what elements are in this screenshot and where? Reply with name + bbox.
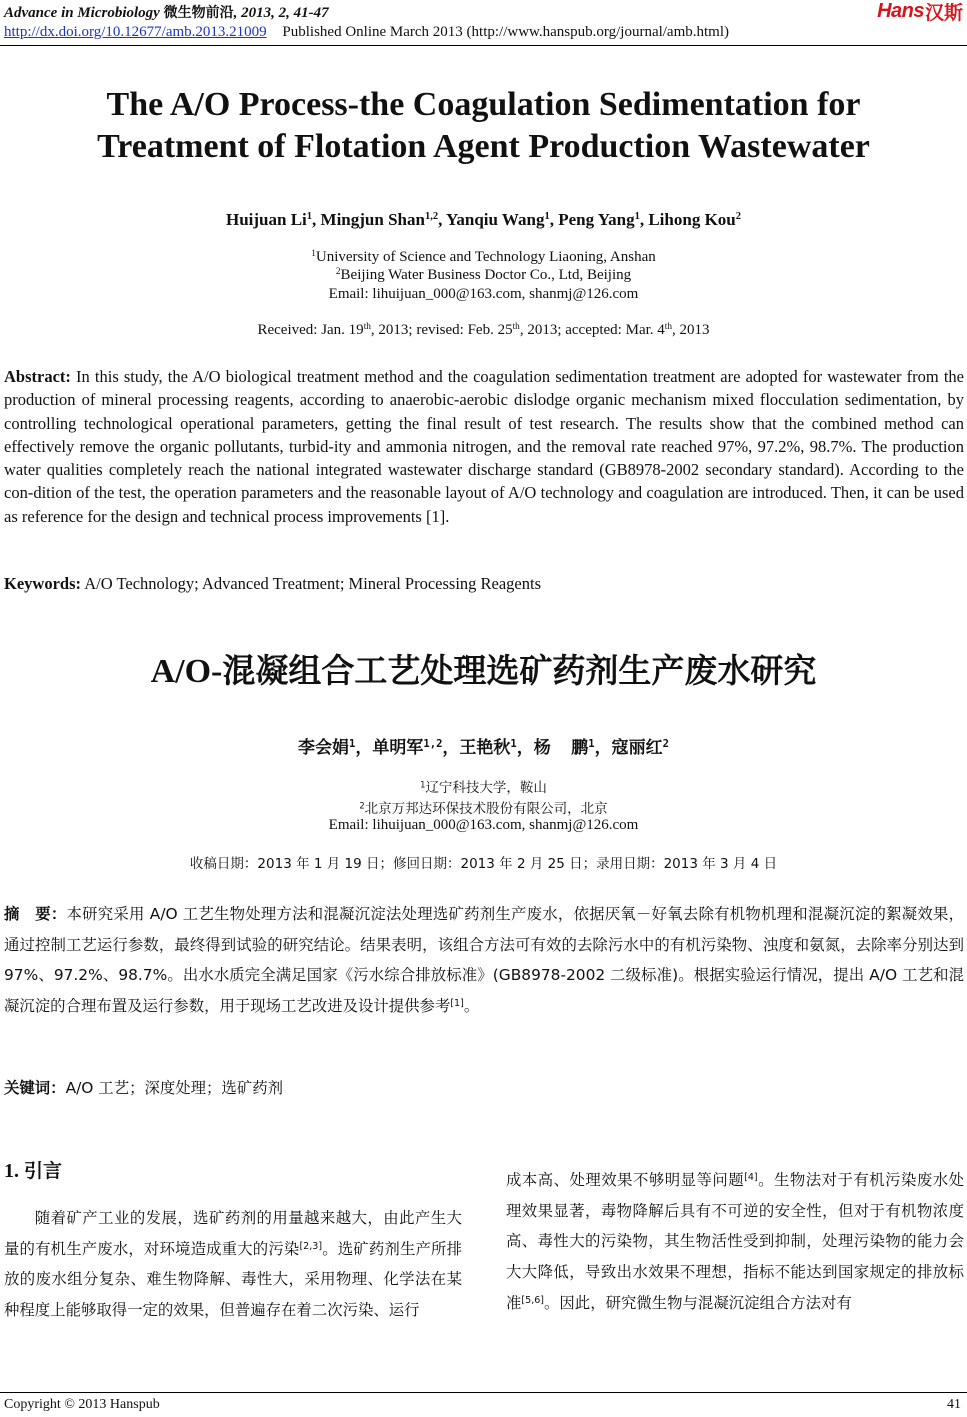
author-name: 单明军	[372, 738, 424, 758]
author-name: Peng Yang	[558, 210, 635, 229]
journal-name-en: Advance in Microbiology	[4, 5, 160, 21]
paper-title-cn: A/O-混凝组合工艺处理选矿药剂生产废水研究	[150, 651, 817, 690]
hans-logo	[877, 0, 963, 22]
keywords-text-cn: A/O 工艺；深度处理；选矿药剂	[65, 1079, 283, 1097]
author-name: 寇丽红	[611, 738, 663, 758]
author-name: 李会娟	[298, 738, 350, 758]
author-email-en: Email: lihuijuan_000@163.com, shanmj@126.com	[328, 286, 639, 302]
affiliation-2: $^2$Beijing Water Business Doctor Co., Ltd, Beijing	[335, 266, 632, 283]
doi-link[interactable]: http://dx.doi.org/10.12677/amb.2013.21009	[4, 24, 267, 40]
received-dates-cn: 收稿日期：2013 年 1 月 19 日；修回日期：2013 年 2 月 25 日；录用日期：2013 年 3 月 4 日	[189, 856, 778, 872]
author-email-cn: Email: lihuijuan_000@163.com, shanmj@126.com	[328, 817, 639, 833]
author-list-en: Huijuan Li$^1$, Mingjun Shan$^{1,2}$, Yanqiu Wang$^1$, Peng Yang$^1$, Lihong Kou$^2$	[225, 210, 742, 229]
abstract-text-cn: 本研究采用 A/O 工艺生物处理方法和混凝沉淀法处理选矿药剂生产废水，依据厌氧－好氧去除有机物机理和混凝沉淀的絮凝效果，通过控制工艺运行参数，最终得到试验的研究结论。结果表明，该组合方法可有效的去除污水中的有机污染物、浊度和氨氮，去除率分别达到 97%、97.2%、98.7%。出水水质完全满足国家《污水综合排放标准》(GB8978-2002 二级标准)。根据实验运行情况，提出 A/O 工艺和混凝沉淀的合理布置及运行参数，用于现场工艺改进及设计提供参考	[4, 905, 964, 1015]
keywords-label: Keywords:	[4, 574, 81, 593]
abstract-en	[4, 365, 964, 528]
abstract-cn: 摘 要：本研究采用 A/O 工艺生物处理方法和混凝沉淀法处理选矿药剂生产废水，依据厌氧－好氧去除有机物机理和混凝沉淀的絮凝效果，通过控制工艺运行参数，最终得到试验的研究结论。结果表明，该组合方法可有效的去除污水中的有机污染物、浊度和氨氮，去除率分别达到 97%、97.2%、98.7%。出水水质完全满足国家《污水综合排放标准》(GB8978-2002 二级标准)。根据实验运行情况，提出 A/O 工艺和混凝沉淀的合理布置及运行参数，用于现场工艺改进及设计提供参考[1]。	[4, 905, 964, 1015]
author-list-cn: 李会娟$^1$，单明军$^{1,2}$，王艳秋$^1$，杨 鹏$^1$，寇丽红$^2$	[298, 738, 669, 758]
affiliation-cn-2: $^2$北京万邦达环保技术股份有限公司，北京	[359, 800, 608, 817]
journal-issue: , 2013, 2, 41-47	[233, 5, 329, 21]
author-name: Lihong Kou	[648, 210, 736, 229]
keywords-cn	[4, 1076, 283, 1098]
author-aff: 1	[634, 211, 640, 223]
author-aff: 2	[735, 211, 742, 223]
header-rule	[0, 45, 967, 46]
keywords-en	[4, 572, 964, 595]
body-column-right: 成本高、处理效果不够明显等问题[4]。生物法对于有机污染废水处理效果显著，毒物降解后具有不可逆的安全性，但对于有机物浓度高、毒性大的污染物，其生物活性受到抑制，处理污染物的能力会大大降低，导致出水效果不理想，指标不能达到国家规定的排放标准[5,6]。因此，研究微生物与混凝沉淀组合方法对有	[506, 1171, 964, 1312]
footer-rule	[0, 1392, 967, 1393]
author-name: 王艳秋	[459, 738, 511, 758]
abstract-text: In this study, the A/O biological treatment method and the coagulation sedimentation treatment are adopted for wastewater from the production of mineral processing reagents, according to anaerobic-aerobic dislodge organic mechanism mixed flocculation sedimentation, by controlling technological operational parameters, getting the final result of test research. The results show that the combined method can effectively remove the organic pollutants, turbid-ity and ammonia nitrogen, and the removal rate reached 97%, 97.2%, 98.7%. The production water qualities completely reach the national integrated wastewater discharge standard (GB8978-2002 secondary standard). According to the con-dition of the test, the operation parameters and the reasonable layout of A/O technology and coagulation are introduced. Then, it can be used as reference for the design and technical process improvements [1].	[4, 367, 964, 526]
journal-name-cn: 微生物前沿	[163, 5, 234, 21]
title-line-1: The A/O Process-the Coagulation Sedimentation for	[106, 86, 861, 123]
author-aff: 1	[306, 211, 313, 223]
author-aff: 1	[544, 211, 550, 223]
affiliation-cn-1: $^1$辽宁科技大学，鞍山	[420, 779, 547, 796]
author-name: 杨 鹏	[533, 738, 589, 758]
section-heading: 1. 引言	[4, 1160, 63, 1182]
keywords-label-cn: 关键词：	[4, 1079, 66, 1097]
affiliation-1: $^1$University of Science and Technology Liaoning, Anshan	[311, 248, 656, 265]
page-number: 41	[947, 1397, 961, 1412]
published-online: Published Online March 2013 (http://www.hanspub.org/journal/amb.html)	[282, 24, 730, 40]
journal-header	[4, 2, 329, 22]
author-name: Mingjun Shan	[320, 210, 425, 229]
logo-text-cn: 汉斯	[924, 1, 963, 24]
author-name: Huijuan Li	[225, 210, 307, 229]
author-aff: 1,2	[424, 211, 439, 223]
keywords-text: A/O Technology; Advanced Treatment; Mineral Processing Reagents	[81, 574, 542, 593]
paper-title-en	[0, 84, 967, 168]
received-dates-en: Received: Jan. 19th, 2013; revised: Feb. 25th, 2013; accepted: Mar. 4th, 2013	[257, 321, 710, 338]
logo-text-en: Hans	[877, 0, 924, 22]
abstract-label-cn: 摘 要：	[4, 905, 67, 923]
doi-line	[4, 24, 729, 41]
body-column-left: 随着矿产工业的发展，选矿药剂的用量越来越大，由此产生大量的有机生产废水，对环境造成重大的污染[2,3]。选矿药剂生产所排放的废水组分复杂、难生物降解、毒性大，采用物理、化学法在某种程度上能够取得一定的效果，但普遍存在着二次污染、运行	[4, 1209, 462, 1320]
author-name: Yanqiu Wang	[446, 210, 545, 229]
title-line-2: Treatment of Flotation Agent Production Wastewater	[97, 128, 870, 165]
abstract-label: Abstract:	[4, 367, 71, 386]
copyright-notice: Copyright © 2013 Hanspub	[4, 1397, 160, 1412]
